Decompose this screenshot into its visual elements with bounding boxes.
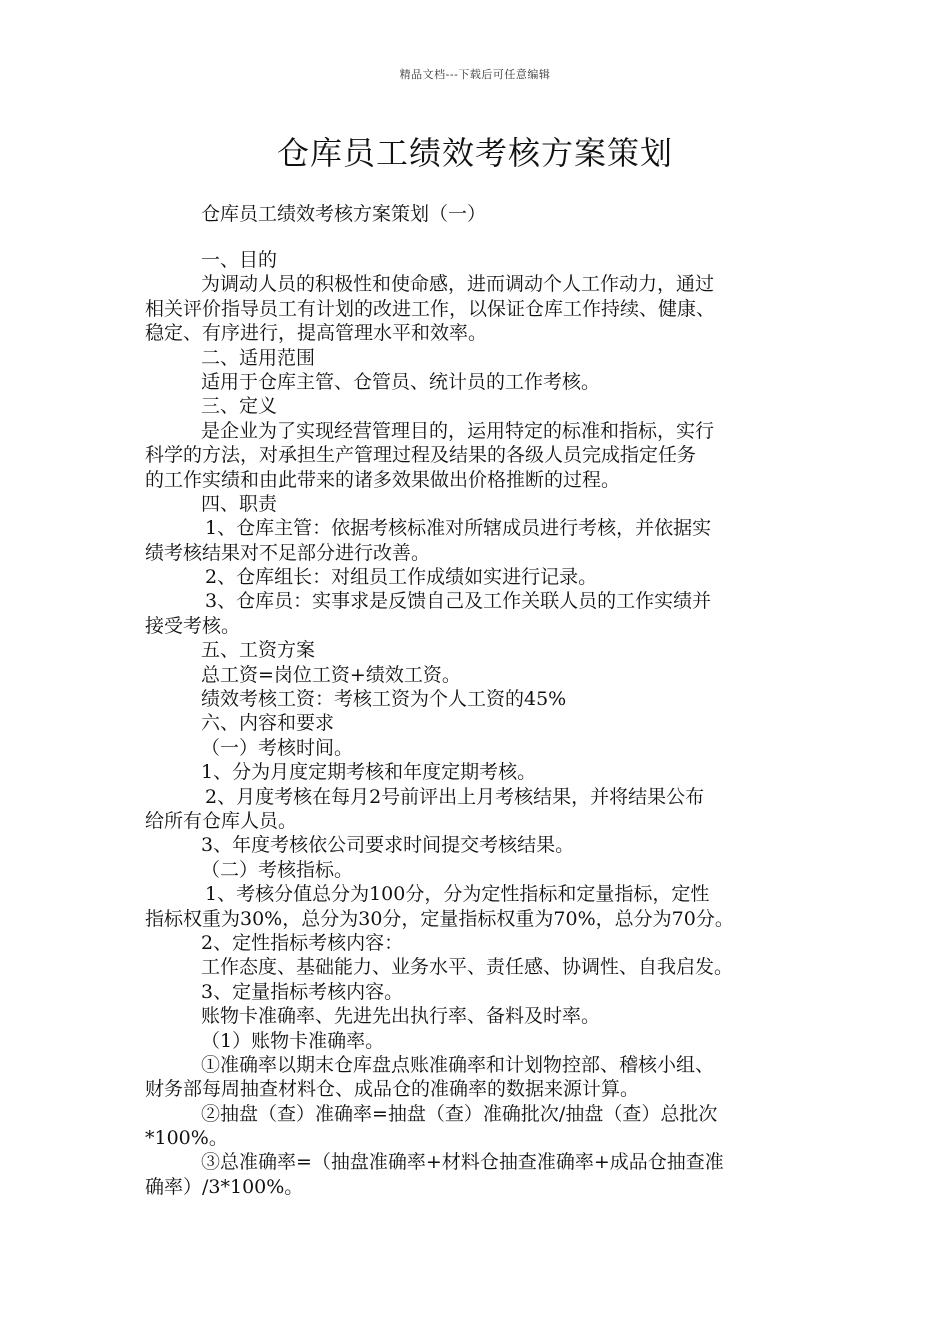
section-heading: 一、目的	[201, 249, 278, 271]
paragraph-line: 工作态度、基础能力、业务水平、责任感、协调性、自我启发。	[201, 956, 734, 979]
paragraph-line: 为调动人员的积极性和使命感，进而调动个人工作动力，通过	[201, 273, 715, 296]
paragraph-line: 财务部每周抽查材料仓、成品仓的准确率的数据来源计算。	[145, 1078, 640, 1101]
paragraph-line: 稳定、有序进行，提高管理水平和效率。	[145, 322, 488, 345]
section-heading: 四、职责	[201, 492, 278, 515]
paragraph-line: 3、定量指标考核内容。	[201, 980, 404, 1003]
paragraph-line: 是企业为了实现经营管理目的，运用特定的标准和指标，实行	[201, 419, 715, 442]
paragraph-line: 2、月度考核在每月2号前评出上月考核结果，并将结果公布	[205, 785, 705, 808]
section-heading: 五、工资方案	[201, 639, 316, 662]
document-title: 仓库员工绩效考核方案策划	[276, 134, 673, 172]
document-body	[145, 248, 825, 1199]
paragraph-line: 2、仓库组长：对组员工作成绩如实进行记录。	[205, 566, 598, 589]
paragraph-line: 绩效考核工资：考核工资为个人工资的45%	[201, 688, 567, 711]
paragraph-line: ③总准确率=（抽盘准确率+材料仓抽查准确率+成品仓抽查准	[201, 1151, 724, 1174]
paragraph-line: 3、仓库员：实事求是反馈自己及工作关联人员的工作实绩并	[205, 590, 712, 613]
paragraph-line: 1、仓库主管：依据考核标准对所辖成员进行考核，并依据实	[205, 517, 712, 540]
paragraph-line: 指标权重为30%，总分为30分，定量指标权重为70%，总分为70分。	[145, 907, 734, 930]
paragraph-line: 1、考核分值总分为100分，分为定性指标和定量指标，定性	[205, 883, 710, 906]
paragraph-line: 的工作实绩和由此带来的诸多效果做出价格推断的过程。	[145, 468, 621, 491]
paragraph-line: 科学的方法，对承担生产管理过程及结果的各级人员完成指定任务	[145, 444, 697, 467]
paragraph-line: 1、分为月度定期考核和年度定期考核。	[201, 761, 537, 784]
paragraph-line: 接受考核。	[145, 614, 241, 637]
document-subtitle: 仓库员工绩效考核方案策划（一）	[201, 203, 487, 225]
paragraph-line: 相关评价指导员工有计划的改进工作，以保证仓库工作持续、健康、	[145, 297, 716, 320]
paragraph-line: ①准确率以期末仓库盘点账准确率和计划物控部、稽核小组、	[201, 1053, 715, 1076]
paragraph-line: 适用于仓库主管、仓管员、统计员的工作考核。	[201, 370, 601, 393]
paragraph-line: 3、年度考核依公司要求时间提交考核结果。	[201, 834, 575, 857]
paragraph-line: 总工资=岗位工资+绩效工资。	[201, 663, 461, 686]
paragraph-line: 绩考核结果对不足部分进行改善。	[145, 541, 431, 564]
paragraph-line: *100%。	[145, 1127, 228, 1150]
paragraph-line: 确率）/3*100%。	[145, 1175, 304, 1198]
subsection-heading: （一）考核时间。	[201, 736, 354, 759]
paragraph-line: 账物卡准确率、先进先出执行率、备料及时率。	[201, 1005, 601, 1028]
section-heading: 三、定义	[201, 395, 278, 418]
header-note: 精品文档---下载后可任意编辑	[399, 68, 551, 81]
subsection-heading: （二）考核指标。	[201, 858, 354, 881]
subsection-heading: （1）账物卡准确率。	[201, 1029, 385, 1052]
paragraph-line: ②抽盘（查）准确率=抽盘（查）准确批次/抽盘（查）总批次	[201, 1102, 718, 1125]
section-heading: 二、适用范围	[201, 346, 316, 369]
section-heading: 六、内容和要求	[201, 712, 335, 735]
paragraph-line: 2、定性指标考核内容：	[201, 931, 404, 954]
paragraph-line: 给所有仓库人员。	[145, 809, 298, 832]
